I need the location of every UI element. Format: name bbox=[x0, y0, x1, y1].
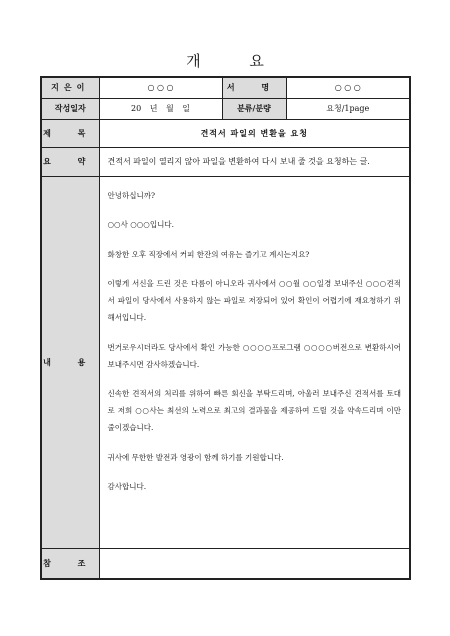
category-value: 요청/1page bbox=[286, 98, 410, 119]
content-body bbox=[99, 176, 410, 548]
category-label: 분류/분량 bbox=[222, 98, 286, 119]
content-paragraph: 이렇게 서신을 드린 것은 다름이 아니오라 귀사에서 ○○월 ○○일경 보내주신 ○○○견적서 파일이 당사에서 사용하지 않는 파일로 저장되어 있어 확인이 어렵기에 재요청하기 위해서입니다. bbox=[107, 279, 401, 323]
author-label: 지은이 bbox=[41, 77, 99, 98]
date-value: 20 년 월 일 bbox=[99, 98, 222, 119]
reference-label: 참 조 bbox=[41, 549, 99, 579]
subject-value: 견적서 파일의 변환을 요청 bbox=[99, 120, 410, 148]
content-paragraph: 감사합니다. bbox=[107, 482, 147, 492]
signature-label: 서 명 bbox=[222, 77, 286, 98]
subject-row bbox=[41, 120, 410, 148]
date-label: 작성일자 bbox=[41, 98, 99, 119]
summary-value: 견적서 파일이 열리지 않아 파일을 변환하여 다시 보내 줄 것을 요청하는 글. bbox=[99, 148, 410, 176]
subject-label: 제 목 bbox=[41, 120, 99, 148]
date-row bbox=[41, 98, 410, 119]
content-paragraph: 번거로우시더라도 당사에서 확인 가능한 ○○○○프로그램 ○○○○버전으로 변환하시어 보내주시면 감사하겠습니다. bbox=[107, 342, 401, 369]
summary-form-table bbox=[40, 76, 411, 580]
author-value: ○ ○ ○ bbox=[99, 77, 222, 98]
reference-value bbox=[99, 549, 410, 579]
content-paragraph: 신속한 견적서의 처리를 위하여 빠른 회신을 부탁드리며, 아울러 보내주신 견적서를 토대로 저희 ○○사는 최선의 노력으로 최고의 결과물을 제공하여 드릴 것을 약속드리며 이만 줄이겠습니다. bbox=[107, 389, 401, 433]
summary-row bbox=[41, 148, 410, 176]
content-row bbox=[41, 176, 410, 548]
reference-row bbox=[41, 549, 410, 579]
content-paragraph: 화창한 오후 직장에서 커피 한잔의 여유는 즐기고 계시는지요? bbox=[107, 249, 310, 259]
content-paragraph: 귀사에 무한한 발전과 영광이 함께 하기를 기원합니다. bbox=[107, 452, 284, 462]
content-paragraph: ○○사 ○○○입니다. bbox=[107, 220, 174, 230]
content-label: 내 용 bbox=[41, 176, 99, 548]
author-row bbox=[41, 77, 410, 98]
document-title: 개 요 bbox=[186, 52, 286, 70]
summary-label: 요 약 bbox=[41, 148, 99, 176]
signature-value: ○ ○ ○ bbox=[286, 77, 410, 98]
content-paragraph: 안녕하십니까? bbox=[107, 190, 155, 200]
